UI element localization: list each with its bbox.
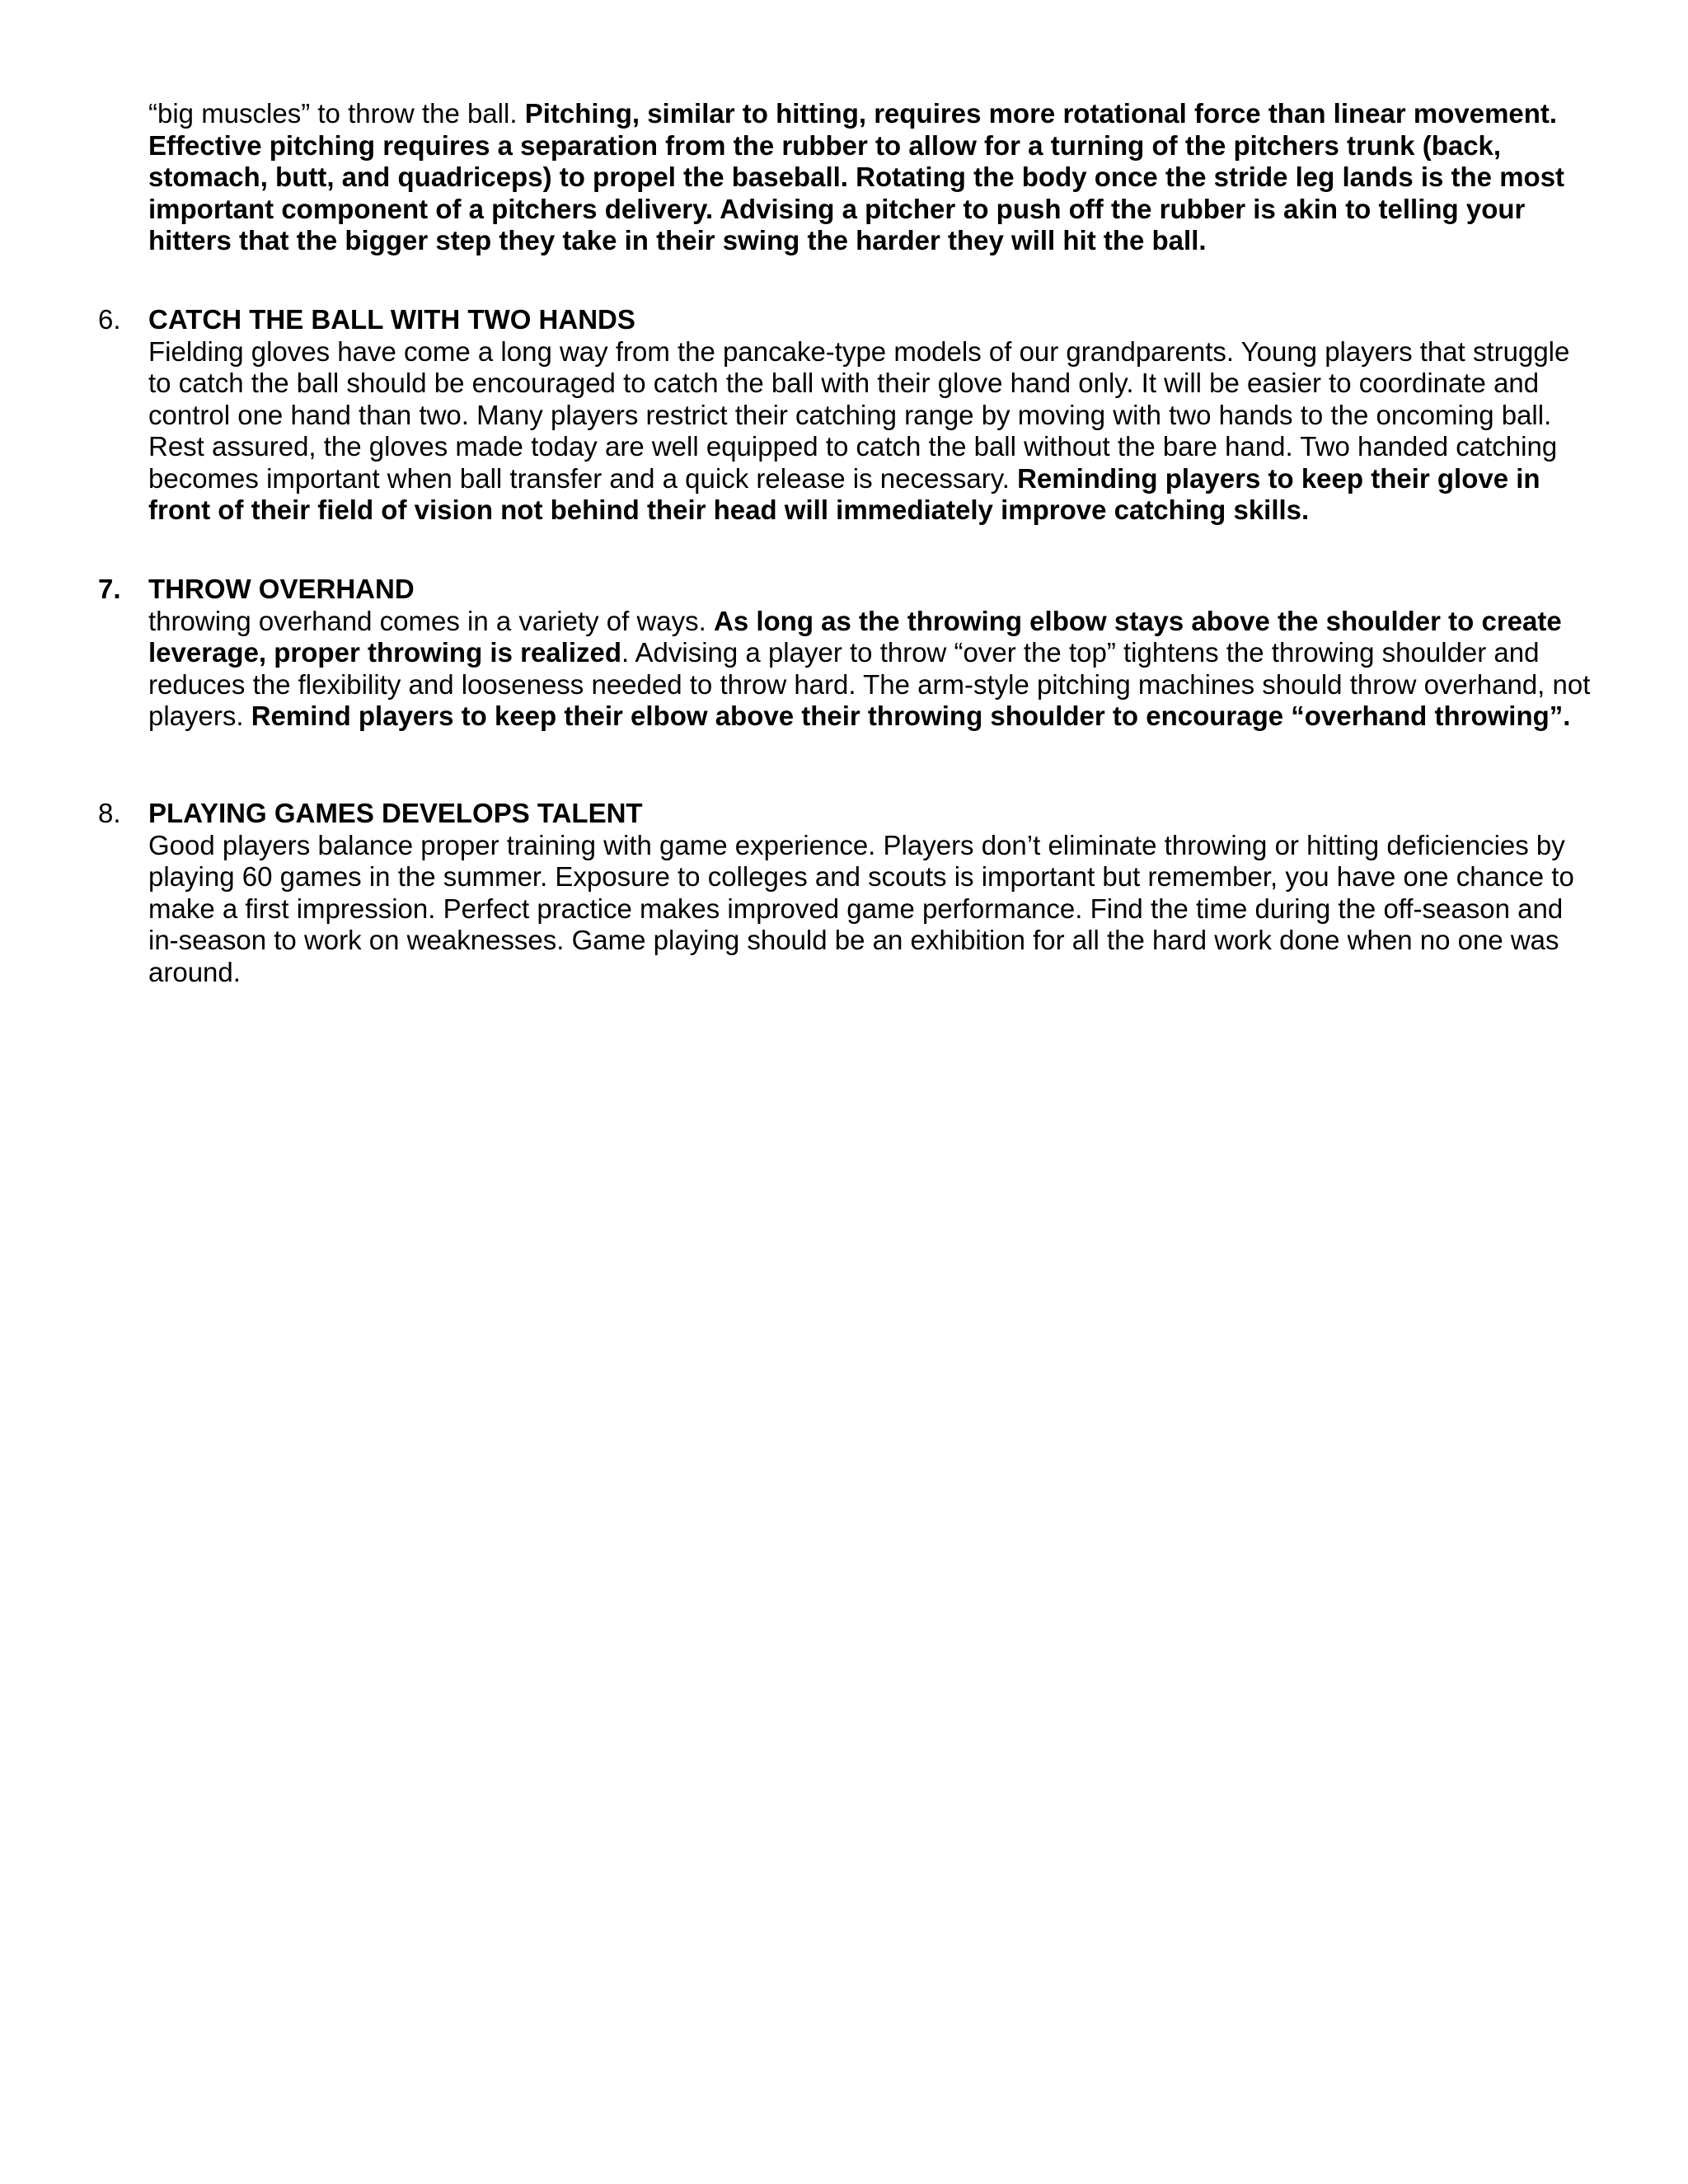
text-run: “big muscles” to throw the ball. [148, 98, 525, 129]
text-run-bold: As long as the throwing elbow stays above the shoulder to create leverage, proper throwing is realized [148, 605, 1562, 668]
item-heading: CATCH THE BALL WITH TWO HANDS [148, 304, 635, 335]
text-run: Good players balance proper training with game experience. Players don’t eliminate throwing or hitting deficiencies by playing 60 games in the summer. Exposure to colleges and scouts is important but remember, you have one chance to make a first impression. Perfect practice makes improved game performance. Find the time during the off-season and in-season to work on weaknesses. Game playing should be an exhibition for all the hard work done when no one was around. [148, 829, 1574, 987]
item-number: 8. [98, 798, 121, 828]
text-run: Fielding gloves have come a long way from the pancake-type models of our grandparents. Young players that struggle to catch the ball should be encouraged to catch the ball with their glove hand only. It will be easier to coordinate and control one hand than two. Many players restrict their catching range by moving with two hands to the oncoming ball. Rest assured, the gloves made today are well equipped to catch the ball without the bare hand. Two handed catching becomes important when ball transfer and a quick release is necessary. [148, 335, 1570, 494]
text-run-bold: Pitching, similar to hitting, requires more rotational force than linear movement. Effective pitching requires a separation from the rubber to allow for a turning of the pitchers trunk (back, stomach, butt, and quadriceps) to propel the baseball. Rotating the body once the stride leg lands is the most important component of a pitchers delivery. Advising a pitcher to push off the rubber is akin to telling your hitters that the bigger step they take in their swing the harder they will hit the ball. [148, 98, 1565, 255]
text-run: throwing overhand comes in a variety of ways. [148, 605, 714, 636]
item-heading: PLAYING GAMES DEVELOPS TALENT [148, 798, 643, 828]
item-body [148, 830, 1599, 989]
item-number: 6. [98, 304, 121, 335]
intro-paragraph [148, 98, 1599, 257]
text-run: . Advising a player to throw “over the top” tightens the throwing shoulder and reduces the flexibility and looseness needed to throw hard. The arm-style pitching machines should throw overhand, not players. [148, 637, 1591, 731]
item-heading: THROW OVERHAND [148, 574, 415, 604]
text-run-bold: Remind players to keep their elbow above their throwing shoulder to encourage “overhand throwing”. [251, 701, 1571, 731]
item-body [148, 336, 1599, 527]
text-run-bold: Reminding players to keep their glove in front of their field of vision not behind their head will immediately improve catching skills. [148, 462, 1540, 525]
item-number: 7. [98, 574, 121, 604]
item-body [148, 606, 1599, 733]
